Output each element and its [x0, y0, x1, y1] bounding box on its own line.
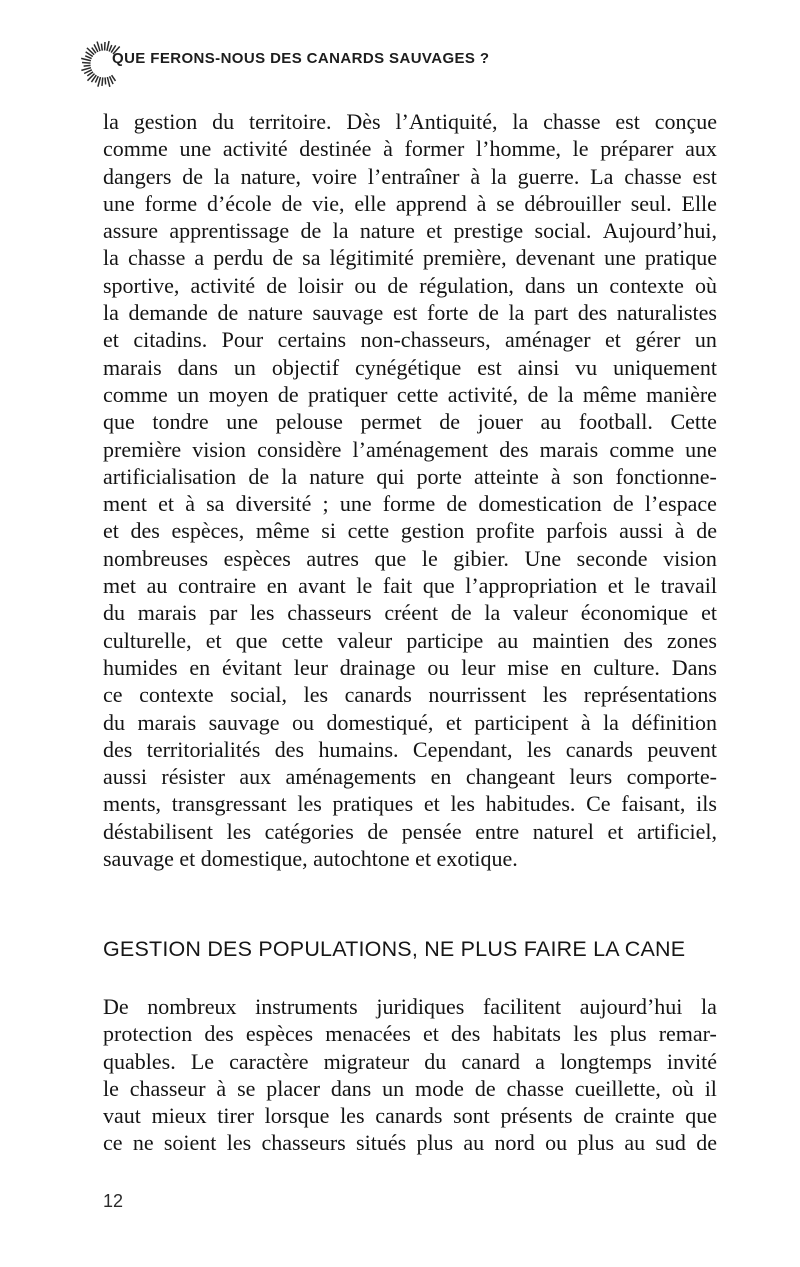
text-line: ce ne soient les chasseurs situés plus au nord ou plus au sud de [103, 1130, 717, 1156]
text-line: la gestion du territoire. Dès l’Antiquité, la chasse est conçue [103, 109, 717, 134]
text-line: protection des espèces menacées et des habitats les plus remar- [103, 1021, 717, 1047]
text-line: première vision considère l’aménagement des marais comme une [103, 436, 717, 462]
text-line: le chasseur à se placer dans un mode de chasse cueillette, où il [103, 1075, 717, 1101]
text-line: que tondre une pelouse permet de jouer au football. Cette [103, 409, 717, 435]
text-line: une forme d’école de vie, elle apprend à se débrouiller seul. Elle [103, 190, 717, 216]
text-line: vaut mieux tirer lorsque les canards sont présents de crainte que [103, 1103, 717, 1129]
text-line: met au contraire en avant le fait que l’appropriation et le travail [103, 573, 717, 599]
text-line: et des espèces, même si cette gestion profite parfois aussi à de [103, 518, 717, 544]
text-line: sportive, activité de loisir ou de régulation, dans un contexte où [103, 272, 717, 298]
text-line: quables. Le caractère migrateur du canard a longtemps invité [103, 1048, 717, 1074]
text-line: comme une activité destinée à former l’homme, le préparer aux [103, 136, 717, 162]
text-line: des territorialités des humains. Cependant, les canards peuvent [103, 736, 717, 762]
text-line: nombreuses espèces autres que le gibier. Une seconde vision [103, 545, 717, 571]
text-line: De nombreux instruments juridiques facilitent aujourd’hui la [103, 994, 717, 1019]
running-title: QUE FERONS-NOUS DES CANARDS SAUVAGES ? [112, 50, 490, 67]
text-line: ments, transgressant les pratiques et les habitudes. Ce faisant, ils [103, 791, 717, 817]
paragraph-2 [103, 993, 717, 1157]
text-line: marais dans un objectif cynégétique est ainsi vu uniquement [103, 354, 717, 380]
text-line: la chasse a perdu de sa légitimité première, devenant une pratique [103, 245, 717, 271]
text-line: du marais par les chasseurs créent de la valeur économique et [103, 600, 717, 626]
text-line: humides en évitant leur drainage ou leur mise en culture. Dans [103, 654, 717, 680]
paragraph-1-last-line: sauvage et domestique, autochtone et exotique. [103, 846, 518, 872]
text-line: déstabilisent les catégories de pensée entre naturel et artificiel, [103, 818, 717, 844]
text-line: comme un moyen de pratiquer cette activité, de la même manière [103, 381, 717, 407]
text-line: artificialisation de la nature qui porte atteinte à son fonctionne- [103, 463, 717, 489]
text-line: la demande de nature sauvage est forte de la part des naturalistes [103, 300, 717, 326]
text-line: du marais sauvage ou domestiqué, et participent à la définition [103, 709, 717, 735]
text-line: ment et à sa diversité ; une forme de domestication de l’espace [103, 491, 717, 517]
paragraph-1 [103, 108, 717, 845]
text-line: dangers de la nature, voire l’entraîner à la guerre. La chasse est [103, 163, 717, 189]
text-line: assure apprentissage de la nature et prestige social. Aujourd’hui, [103, 218, 717, 244]
text-line: culturelle, et que cette valeur participe au maintien des zones [103, 627, 717, 653]
text-line: aussi résister aux aménagements en changeant leurs comporte- [103, 764, 717, 790]
page-number: 12 [103, 1191, 124, 1211]
text-line: et citadins. Pour certains non-chasseurs, aménager et gérer un [103, 327, 717, 353]
section-heading: GESTION DES POPULATIONS, NE PLUS FAIRE LA CANE [103, 937, 686, 961]
text-line: ce contexte social, les canards nourrissent les représentations [103, 682, 717, 708]
